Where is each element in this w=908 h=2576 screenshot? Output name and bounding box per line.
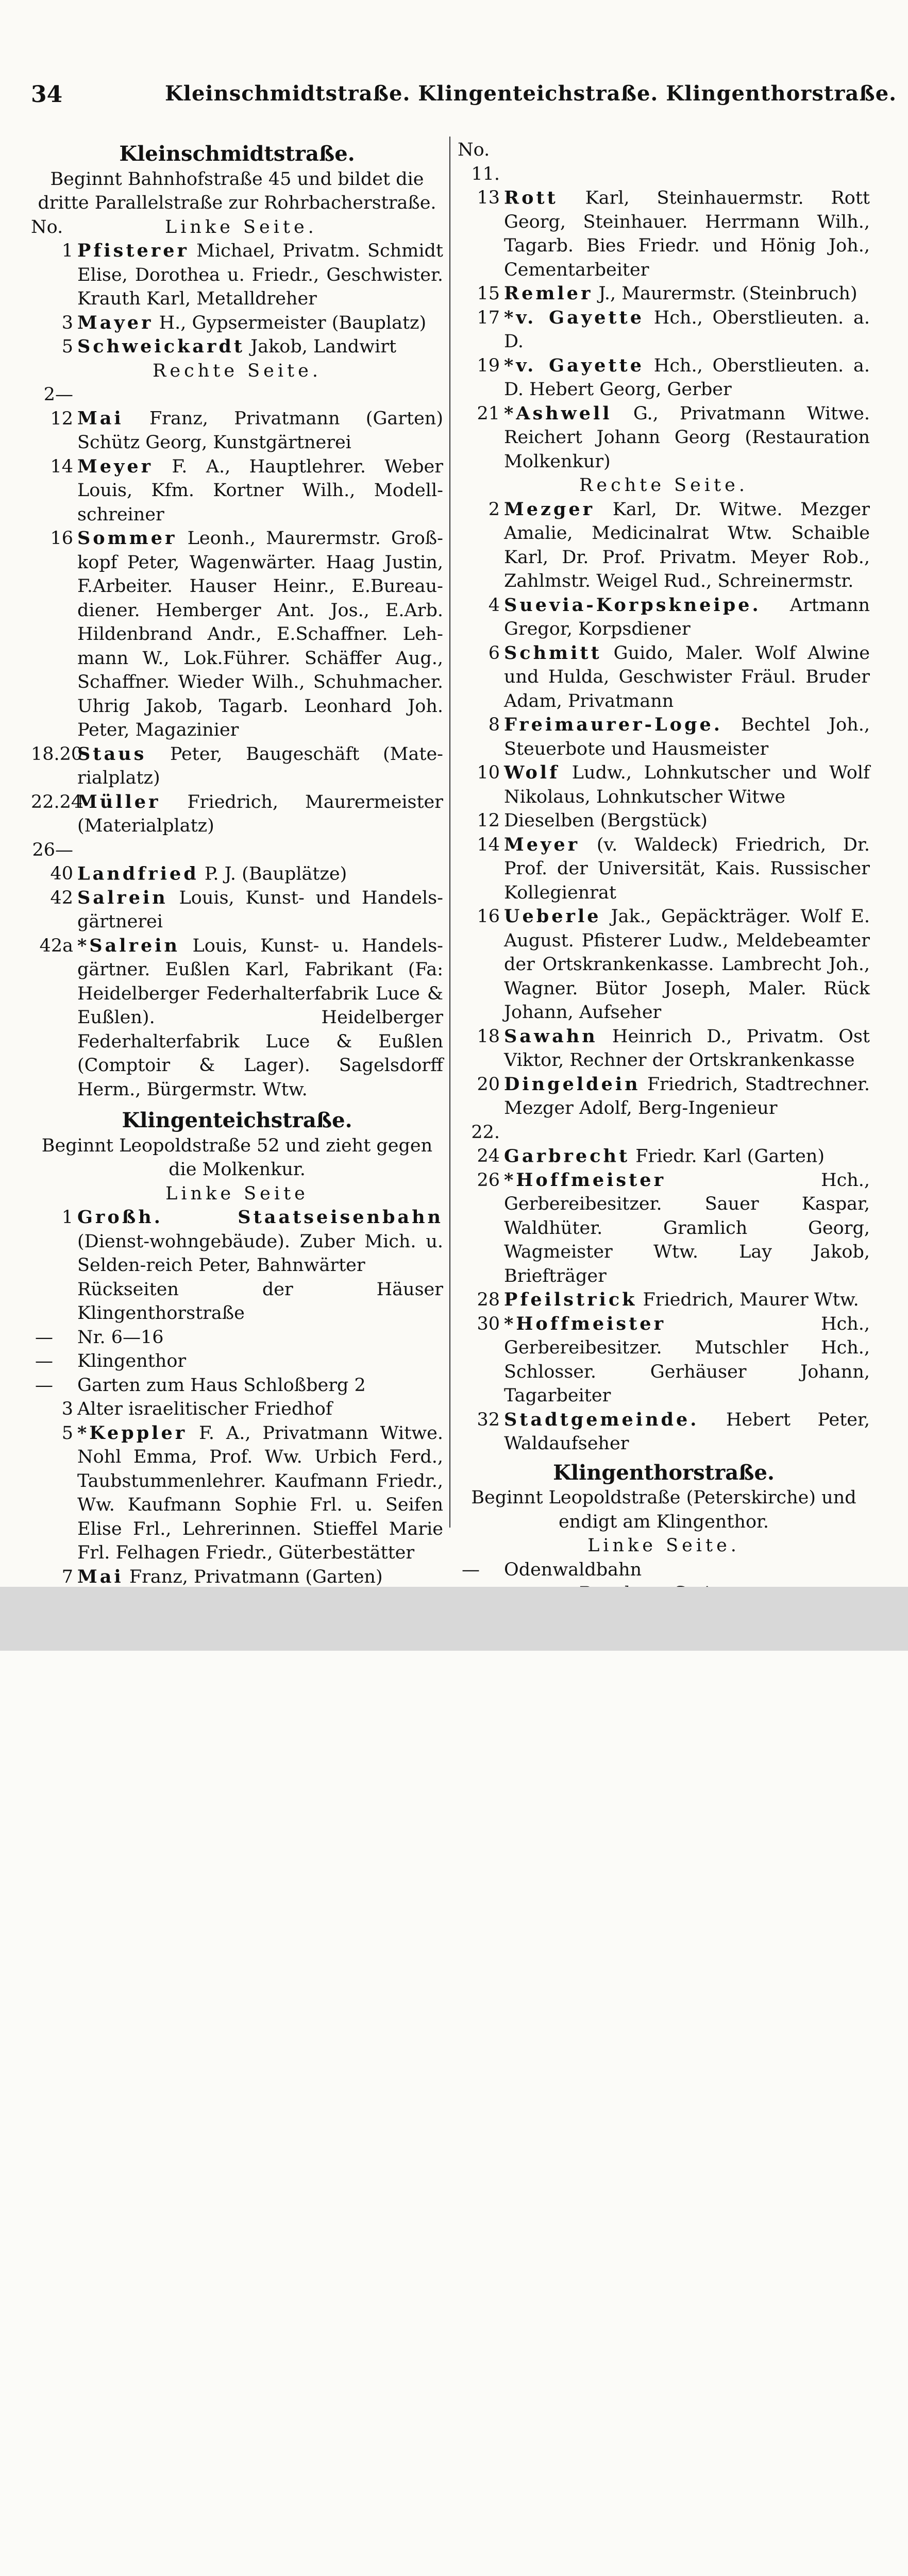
list-item [458,402,870,474]
house-number: 15 [477,283,500,304]
list-item [458,761,870,809]
left-column [31,138,443,1613]
house-number: 22. 24 [471,1122,500,1166]
owner-name: Stadtgemeinde. [504,1409,699,1430]
house-number: 7 [61,1566,73,1587]
entry-text: Peter, Baugeschäft (Mate-rialplatz) [77,743,443,788]
entry-text: Ludw., Lohnkutscher und Wolf Nikolaus, Lohnkutscher Witwe [504,762,870,807]
owner-name: Pfeilstrick [504,1289,637,1310]
house-number: — [35,1327,53,1348]
entry-text: Hch., Oberstlieuten. a. D. Hebert Georg, Gerber [504,355,870,400]
entry-text: Friedrich, Stadtrechner. Mezger Adolf, Berg-Ingenieur [504,1074,870,1118]
house-number: 16 [477,906,500,927]
list-item [458,1121,870,1168]
entry-text: Hch., Gerbereibesitzer. Sauer Kaspar, Waldhüter. Gramlich Georg, Wagmeister Wtw. Lay Jakob, Briefträger [504,1170,870,1286]
house-number: 30 [477,1313,500,1334]
owner-name: Landfried [77,863,199,884]
house-number: 32 [477,1409,500,1430]
column-divider [449,137,450,1528]
owner-name: Ueberle [504,906,601,927]
list-item [31,1374,443,1398]
number-label: No. [458,140,490,160]
owner-name: Klingenthor [77,1351,187,1371]
list-item [31,239,443,311]
entry-text: Odenwaldbahn [504,1559,642,1580]
list-item [458,498,870,594]
house-number: — [35,1375,53,1396]
house-number: 8 [488,715,500,735]
house-number: 18.20 [31,743,83,765]
section-intro: Beginnt Leopoldstraße 52 und zieht gegen die Molkenkur. [41,1135,433,1180]
list-item [458,833,870,905]
owner-name: Sommer [77,528,177,549]
list-item [31,790,443,838]
list-item [31,383,443,455]
entry-text: Hch., Oberstlieuten. a. D. [504,307,870,352]
house-number: 4 [488,595,500,616]
entry-text: Franz, Privatmann (Garten) [129,1566,383,1587]
list-item [458,162,870,282]
entry-list [31,239,443,359]
house-number: — [462,1559,480,1580]
owner-name: Dingeldein [504,1073,641,1095]
entry-text: Alter israelitischer Friedhof [77,1399,332,1419]
entry-text: P. J. (Bauplätze) [204,863,347,884]
house-number: 42 [50,887,73,908]
owner-name: *Hoffmeister [504,1313,666,1334]
list-item [458,905,870,1025]
owner-name: Wolf [504,762,560,783]
list-item [458,594,870,641]
entry-text: (Dienst-wohngebäude). Zuber Mich. u. Selden-reich Peter, Bahnwärter [77,1231,443,1276]
house-number: 1 [61,1207,73,1228]
owner-name: Mai [77,408,124,429]
owner-name: Suevia-Korpskneipe. [504,594,761,616]
house-number: 12 [477,810,500,831]
entry-text: Karl, Dr. Witwe. Mezger Amalie, Medicinalrat Wtw. Schaible Karl, Dr. Prof. Privatm. Meyer Rob., Zahlmstr. Weigel Rud., Schreinermstr. [504,499,870,591]
entry-text: Michael, Privatm. Schmidt Elise, Dorothea u. Friedr., Geschwister. Krauth Karl, Metalldreher [77,241,443,309]
entry-text: Friedrich, Maurer Wtw. [643,1290,859,1310]
section-title: Klingenteichstraße. [122,1108,352,1132]
entry-text: Guido, Maler. Wolf Alwine und Hulda, Geschwister Fräul. Bruder Adam, Privatmann [504,642,870,711]
owner-name: *Ashwell [504,402,612,424]
list-item [31,527,443,742]
house-number: 14 [50,456,73,477]
owner-name: Mai [77,1566,124,1587]
page-number: 34 [31,81,63,108]
list-item [458,641,870,714]
entry-text: G., Privatmann Witwe. Reichert Johann Georg (Restauration Molkenkur) [504,403,870,472]
owner-name: *Salrein [77,935,180,956]
running-header: Kleinschmidtstraße. Klingenteichstraße. Klingenthorstraße. [165,81,897,106]
entry-text: Bechtel Joh., Steuerbote und Hausmeister [504,715,870,759]
owner-name: Meyer [504,834,580,855]
entry-text: Jak., Gepäckträger. Wolf E. August. Pfisterer Ludw., Meldebeamter der Ortskrankenkasse. Lambrecht Joh., Wagner. Bütor Joseph, Maler. Rück Johann, Aufseher [504,906,870,1023]
house-number: 11. 13 [471,163,500,208]
entry-text: Franz, Privatmann (Garten) Schütz Georg, Kunstgärtnerei [77,408,443,453]
owner-name: Mayer [77,312,154,333]
house-number: 2 [488,499,500,520]
list-item [31,886,443,934]
list-item [458,1312,870,1408]
list-item [31,455,443,527]
section-intro: Beginnt Leopoldstraße (Peterskirche) und endigt am Klingenthor. [471,1487,856,1532]
list-item [31,1421,443,1565]
entry-text: Artmann Gregor, Korpsdiener [504,595,870,639]
entry-text: Rückseiten der Häuser Klingenthorstraße [77,1279,443,1324]
owner-name: Schweickardt [77,336,245,357]
entry-text: Friedr. Karl (Garten) [635,1146,825,1166]
owner-name: Schmitt [504,642,602,664]
house-number: 20 [477,1074,500,1095]
list-item [458,1558,870,1582]
list-item [458,1408,870,1456]
house-number: 5 [61,336,73,357]
side-heading: Linke Seite [165,1183,309,1204]
list-item [31,335,443,359]
side-heading: Rechte Seite. [579,475,748,496]
owner-name: Meyer [77,455,154,477]
entry-text: Jakob, Landwirt [250,336,397,357]
entry-text: Hch., Gerbereibesitzer. Mutschler Hch., Schlosser. Gerhäuser Johann, Tagarbeiter [504,1313,870,1406]
side-heading: Rechte Seite. [153,360,322,381]
side-heading: Linke Seite. [587,1535,740,1556]
list-item [458,809,870,833]
owner-name: Staus [77,743,147,765]
entry-text: Nr. 6—16 [77,1327,164,1348]
owner-name: *Hoffmeister [504,1169,666,1191]
list-item [458,713,870,761]
owner-name: *v. Gayette [504,354,644,376]
list-item [31,1397,443,1421]
house-number: 42a [39,935,73,956]
entry-text: Garten zum Haus Schloßberg 2 [77,1375,366,1396]
list-item [31,311,443,335]
right-column [458,138,870,1654]
entry-text: J., Maurermstr. (Steinbruch) [598,283,857,304]
section-title: Klingenthorstraße. [553,1460,775,1485]
house-number: 19 [477,355,500,376]
owner-name: Großh. Staatseisenbahn [77,1207,443,1228]
house-number: 17 [477,307,500,328]
house-number: 6 [488,642,500,664]
list-item [458,1073,870,1121]
list-item [458,1288,870,1312]
house-number: 22.24 [31,791,83,812]
house-number: 28 [477,1290,500,1310]
owner-name: Rott [504,187,558,208]
owner-name: *Keppler [77,1422,188,1444]
house-number: 18 [477,1026,500,1047]
list-item [458,306,870,354]
house-number: 16 [50,528,73,549]
entry-list [458,162,870,474]
column-labels [31,215,443,240]
owner-name: Sawahn [504,1025,598,1047]
house-number: 1 [61,241,73,261]
entry-text: Karl, Steinhauermstr. Rott Georg, Steinhauer. Herrmann Wilh., Tagarb. Bies Friedr. und Hönig Joh., Cementarbeiter [504,188,870,280]
list-item [31,838,443,886]
entry-text: Hebert Peter, Waldaufseher [504,1409,870,1454]
entry-text: Louis, Kunst- u. Handels-gärtner. Eußlen Karl, Fabrikant (Fa: Heidelberger Federhalterfabrik Luce & Eußlen). Heidelberger Federhalterfabrik Luce & Eußlen (Comptoir & Lager). Sagelsdorff Herm., Bürgermstr. Wtw. [77,935,443,1100]
entry-text: Friedrich, Maurermeister (Materialplatz) [77,791,443,836]
list-item [31,1565,443,1589]
entry-text: (v. Waldeck) Friedrich, Dr. Prof. der Universität, Kais. Russischer Kollegienrat [504,834,870,903]
entry-text: Dieselben (Bergstück) [504,810,708,831]
house-number: 3 [61,1399,73,1419]
house-number: 26—40 [32,839,73,884]
owner-name: Garbrecht [504,1145,630,1166]
house-number: 26 [477,1170,500,1191]
owner-name: Salrein [77,887,168,908]
house-number: 2—12 [43,384,73,429]
entry-text: Louis, Kunst- und Handels-gärtnerei [77,887,443,932]
entry-list [458,498,870,1456]
list-item [31,1349,443,1374]
entry-text: F. A., Hauptlehrer. Weber Louis, Kfm. Kortner Wilh., Modell-schreiner [77,456,443,525]
viewer-footer [0,1587,908,1651]
list-item [458,1168,870,1289]
list-item [31,1206,443,1278]
house-number: 21 [477,403,500,424]
entry-text: Leonh., Maurermstr. Groß-kopf Peter, Wagenwärter. Haag Justin, F.Arbeiter. Hauser Heinr., E.Bureau-diener. Hemberger Ant. Jos., E.Arb. Hildenbrand Andr., E.Schaffner. Leh-mann W., Lok.Führer. Schäffer Aug., Schaffner. Wieder Wilh., Schuhmacher. Uhrig Jakob, Tagarb. Leonhard Joh. Peter, Magazinier [77,528,443,740]
owner-name: Mezger [504,498,595,520]
list-item [458,1025,870,1073]
list-item [31,742,443,790]
section-intro: Beginnt Bahnhofstraße 45 und bildet die dritte Parallelstraße zur Rohrbacherstraße. [38,168,436,213]
house-number: — [35,1351,53,1371]
owner-name: Remler [504,283,593,304]
owner-name: Pfisterer [77,240,189,261]
entry-text: H., Gypsermeister (Bauplatz) [159,312,427,333]
owner-name: Müller [77,791,161,812]
owner-name: Freimaurer-Loge. [504,714,722,735]
list-item [458,354,870,402]
entry-list [31,383,443,1101]
house-number: 14 [477,834,500,855]
list-item [31,1326,443,1350]
house-number: 5 [61,1422,73,1444]
house-number: 10 [477,762,500,783]
list-item [31,1278,443,1326]
entry-list [31,1206,443,1613]
entry-text: F. A., Privatmann Witwe. Nohl Emma, Prof. Ww. Urbich Ferd., Taubstummenlehrer. Kaufmann Friedr., Ww. Kaufmann Sophie Frl. u. Seifen Elise Frl., Lehrerinnen. Stieffel Marie Frl. Felhagen Friedr., Güterbestätter [77,1422,443,1563]
list-item [458,282,870,306]
section-title: Kleinschmidtstraße. [119,142,355,166]
entry-list [458,1558,870,1582]
house-number: 3 [61,312,73,333]
number-label: No. [31,216,63,238]
side-heading: Linke Seite. [165,216,317,238]
entry-text: Heinrich D., Privatm. Ost Viktor, Rechner der Ortskrankenkasse [504,1026,870,1071]
list-item [31,934,443,1102]
owner-name: *v. Gayette [504,307,644,328]
